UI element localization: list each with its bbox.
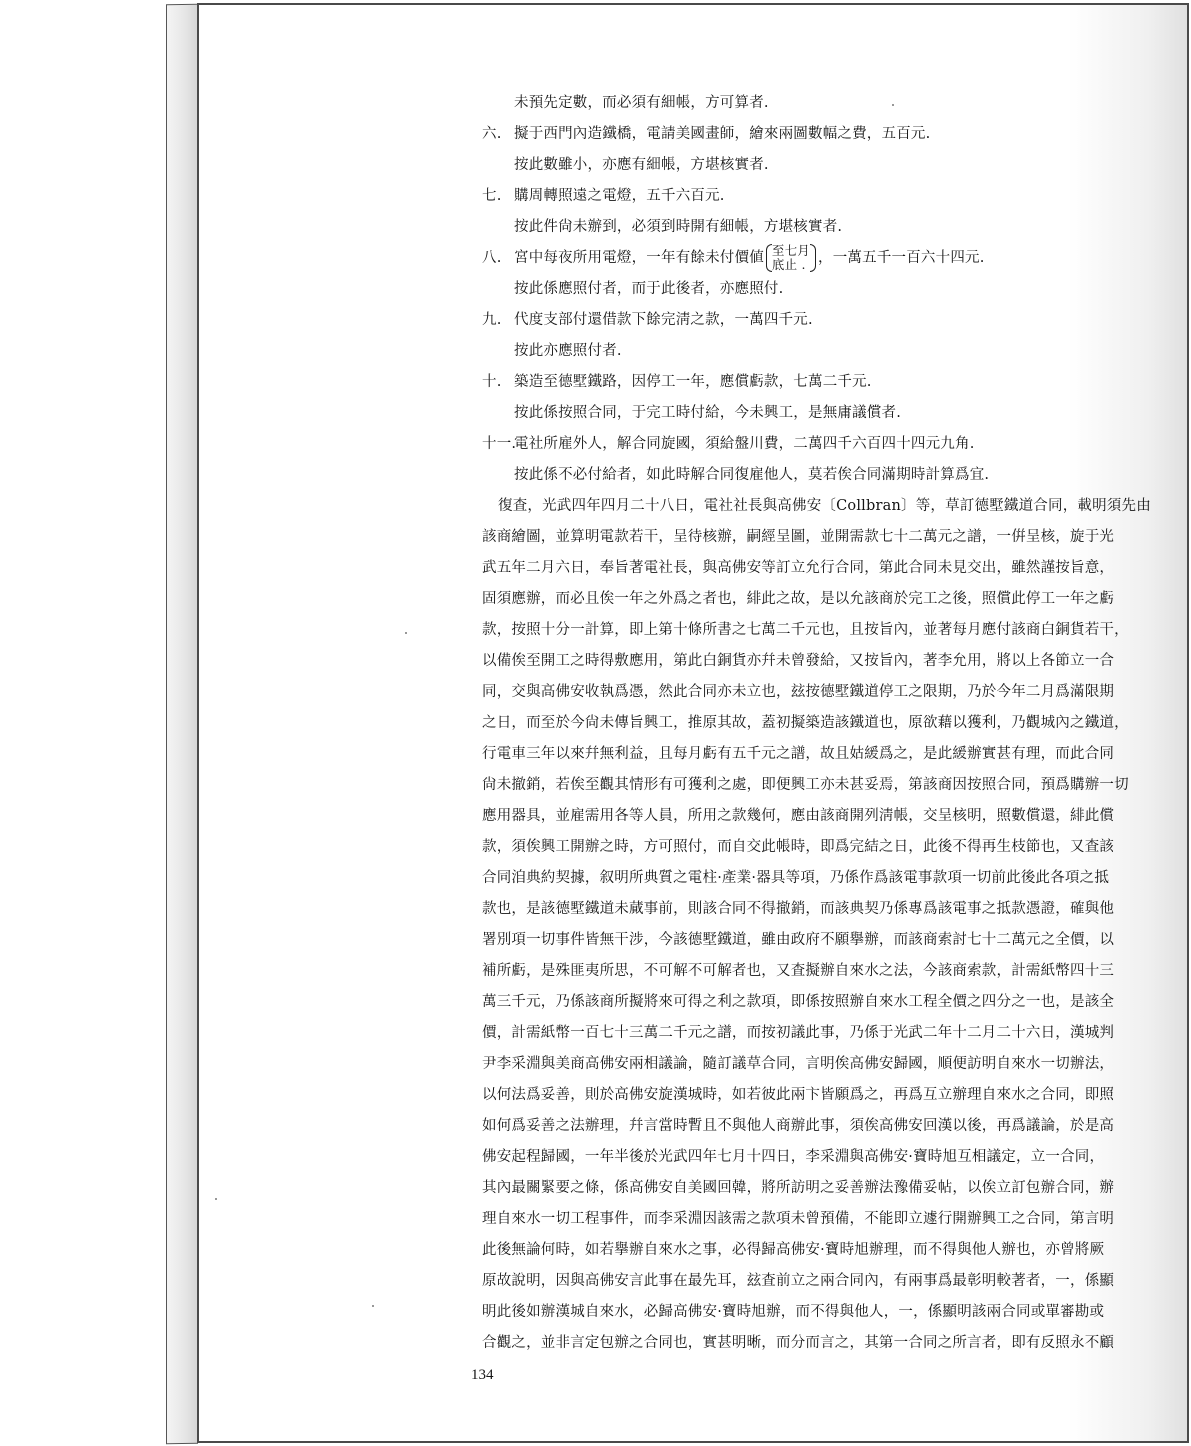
bracket-note bbox=[766, 244, 816, 272]
text-line bbox=[482, 305, 1122, 336]
paragraph-line: 署別項一切事件皆無干涉，今該德墅鐵道，雖由政府不願擧辦，而該商索討七十二萬元之全價，以 bbox=[482, 932, 1115, 948]
note-text: 按此係應照付者，而于此後者，亦應照付. bbox=[514, 281, 784, 297]
paragraph-line: 以備俟至開工之時得敷應用，第此白銅貨亦幷未曾發給，又按旨內，著李允用，將以上各節立一合 bbox=[482, 653, 1115, 669]
item-number: 七. bbox=[482, 188, 502, 204]
paragraph-line: 固須應辦，而必且俟一年之外爲之者也，緋此之故，是以允該商於完工之後，照償此停工一年之虧 bbox=[482, 591, 1115, 607]
item-number: 十. bbox=[482, 374, 502, 390]
text-line bbox=[482, 212, 1122, 243]
item-number: 十一. bbox=[482, 436, 517, 452]
paragraph-line: 如何爲妥善之法辦理，幷言當時暫且不與他人商辦此事，須俟高佛安回漢以後，再爲議論，於是高 bbox=[482, 1118, 1115, 1134]
paragraph-line: 款也，是該德墅鐵道未蕆事前，則該合同不得撤銷，而該典契乃係專爲該電事之抵款憑證，確與他 bbox=[482, 901, 1115, 917]
page-number: 134 bbox=[471, 1367, 494, 1383]
item-number: 九. bbox=[482, 312, 502, 328]
paragraph-line: 其內最關緊要之條，係高佛安自美國回韓，將所訪明之妥善辦法豫備妥帖，以俟立訂包辦合同，辦 bbox=[482, 1180, 1115, 1196]
scan-speck bbox=[372, 1305, 374, 1307]
item-text: 宮中每夜所用電燈，一年有餘未付價値 bbox=[514, 250, 764, 266]
paragraph-line: 補所虧，是殊匪夷所思，不可解不可解者也，又査擬辦自來水之法，今該商索款，計需紙幣四十三 bbox=[482, 963, 1115, 979]
book-spine bbox=[166, 4, 198, 1445]
paragraph-line: 佛安起程歸國，一年半後於光武四年七月十四日，李采淵與高佛安·寶時旭互相議定，立一合同， bbox=[482, 1149, 1105, 1165]
bracket-bottom: 底止 . bbox=[771, 257, 806, 272]
note-text: 按此件尙未辦到，必須到時開有細帳，方堪核實者. bbox=[514, 219, 843, 235]
paragraph-line: 款，按照十分一計算，即上第十條所書之七萬二千元也，且按旨內，並著每月應付該商白銅貨若干， bbox=[482, 622, 1129, 638]
paragraph-line: 此後無論何時，如若擧辦自來水之事，必得歸高佛安·寶時旭辦理，而不得與他人辦也，亦曾將厥 bbox=[482, 1242, 1105, 1258]
paragraph-line: 復査，光武四年四月二十八日，電社社長與高佛安〔Collbran〕等，草訂德墅鐵道合同，載明須先由 bbox=[498, 498, 1151, 514]
text-line bbox=[482, 429, 1122, 460]
item-text: 購周轉照遠之電燈，五千六百元. bbox=[514, 188, 725, 204]
page-text bbox=[482, 88, 1151, 1359]
paragraph-line: 以何法爲妥善，則於高佛安旋漢城時，如若彼此兩卞皆願爲之，再爲互立辦理自來水之合同，即照 bbox=[482, 1087, 1115, 1103]
note-text: 按此數雖小，亦應有細帳，方堪核實者. bbox=[514, 157, 769, 173]
text-line bbox=[482, 150, 1122, 181]
note-text: 按此係按照合同，于完工時付給，今未興工，是無庸議償者. bbox=[514, 405, 902, 421]
item-text: 電社所雇外人，解合同旋國，須給盤川費，二萬四千六百四十四元九角. bbox=[514, 436, 975, 452]
text-line bbox=[482, 119, 1122, 150]
paragraph-line: 武五年二月六日，奉旨著電社長，與高佛安等訂立允行合同，第此合同未見交出，雖然謹按旨意， bbox=[482, 560, 1115, 576]
text-line bbox=[482, 88, 1122, 119]
paragraph-line: 該商繪圖，並算明電款若干，呈待核辦，嗣經呈圖，並開需款七十二萬元之譜，一倂呈核，旋于光 bbox=[482, 529, 1115, 545]
text-line bbox=[482, 367, 1122, 398]
scan-speck bbox=[215, 1198, 217, 1200]
paragraph-line: 尙未撤銷，若俟至觀其情形有可獲利之處，即便興工亦未甚妥焉，第該商因按照合同，預爲購辦一切 bbox=[482, 777, 1129, 793]
note-text: 按此係不必付給者，如此時解合同復雇他人，莫若俟合同滿期時計算爲宜. bbox=[514, 467, 990, 483]
paragraph-line: 合同洎典約契據，叙明所典質之電柱·產業·器具等項，乃係作爲該電事款項一切前此後此各項之抵 bbox=[482, 870, 1110, 886]
text-line bbox=[482, 336, 1122, 367]
paragraph-line: 同，交與高佛安收執爲憑，然此合同亦未立也，玆按德墅鐵道停工之限期，乃於今年二月爲滿限期 bbox=[482, 684, 1115, 700]
text-line bbox=[482, 243, 1122, 274]
paragraph-line: 尹李采淵與美商高佛安兩相議論，隨訂議草合同，言明俟高佛安歸國，順便訪明自來水一切辦法， bbox=[482, 1056, 1115, 1072]
paragraph-line: 之日，而至於今尙未傳旨興工，推原其故，蓋初擬築造該鐵道也，原欲藉以獲利，乃觀城內之鐵道， bbox=[482, 715, 1129, 731]
item-list bbox=[482, 88, 1122, 491]
note-text: 按此亦應照付者. bbox=[514, 343, 622, 359]
item-text: 築造至德墅鐵路，因停工一年，應償虧款，七萬二千元. bbox=[514, 374, 872, 390]
item-text: 擬于西門內造鐵橋，電請美國畫師，繪來兩圖數幅之費，五百元. bbox=[514, 126, 931, 142]
paragraph-line: 合觀之，並非言定包辦之合同也，實甚明晰，而分而言之，其第一合同之所言者，即有反照永不顧 bbox=[482, 1335, 1115, 1351]
paragraph-line: 原故說明，因與高佛安言此事在最先耳，玆査前立之兩合同內，有兩事爲最彰明較著者，一，係顯 bbox=[482, 1273, 1115, 1289]
text-line bbox=[482, 181, 1122, 212]
item-number: 六. bbox=[482, 126, 502, 142]
text-line bbox=[482, 398, 1122, 429]
note-text: 未預先定數，而必須有細帳，方可算者. bbox=[514, 95, 769, 111]
paragraph-line: 款，須俟興工開辦之時，方可照付，而自交此帳時，即爲完結之日，此後不得再生枝節也，又査該 bbox=[482, 839, 1115, 855]
paragraph-line: 應用器具，並雇需用各等人員，所用之款幾何，應由該商開列淸帳，交呈核明，照數償還，緋此償 bbox=[482, 808, 1115, 824]
text-line bbox=[482, 274, 1122, 305]
paragraph-line: 行電車三年以來幷無利益，且每月虧有五千元之譜，故且姑緩爲之，是此緩辦實甚有理，而此合同 bbox=[482, 746, 1115, 762]
scan-speck bbox=[405, 632, 407, 634]
body-paragraph bbox=[482, 491, 1151, 1359]
paragraph-line: 明此後如辦漢城自來水，必歸高佛安·寶時旭辦，而不得與他人，一，係顯明該兩合同或單審勘或 bbox=[482, 1304, 1105, 1320]
paragraph-line: 理自來水一切工程事件，而李采淵因該需之款項未曾預備，不能即立遽行開辦興工之合同，第言明 bbox=[482, 1211, 1115, 1227]
item-text: ，一萬五千一百六十四元. bbox=[818, 250, 985, 266]
text-line bbox=[482, 460, 1122, 491]
item-number: 八. bbox=[482, 250, 502, 266]
bracket-top: 至七月 bbox=[771, 243, 811, 258]
paragraph-line: 價，計需紙幣一百七十三萬二千元之譜，而按初議此事，乃係于光武二年十二月二十六日，漢城判 bbox=[482, 1025, 1115, 1041]
item-text: 代度支部付還借款下餘完淸之款，一萬四千元. bbox=[514, 312, 813, 328]
paragraph-line: 萬三千元，乃係該商所擬將來可得之利之款項，即係按照辦自來水工程全價之四分之一也，是該全 bbox=[482, 994, 1115, 1010]
